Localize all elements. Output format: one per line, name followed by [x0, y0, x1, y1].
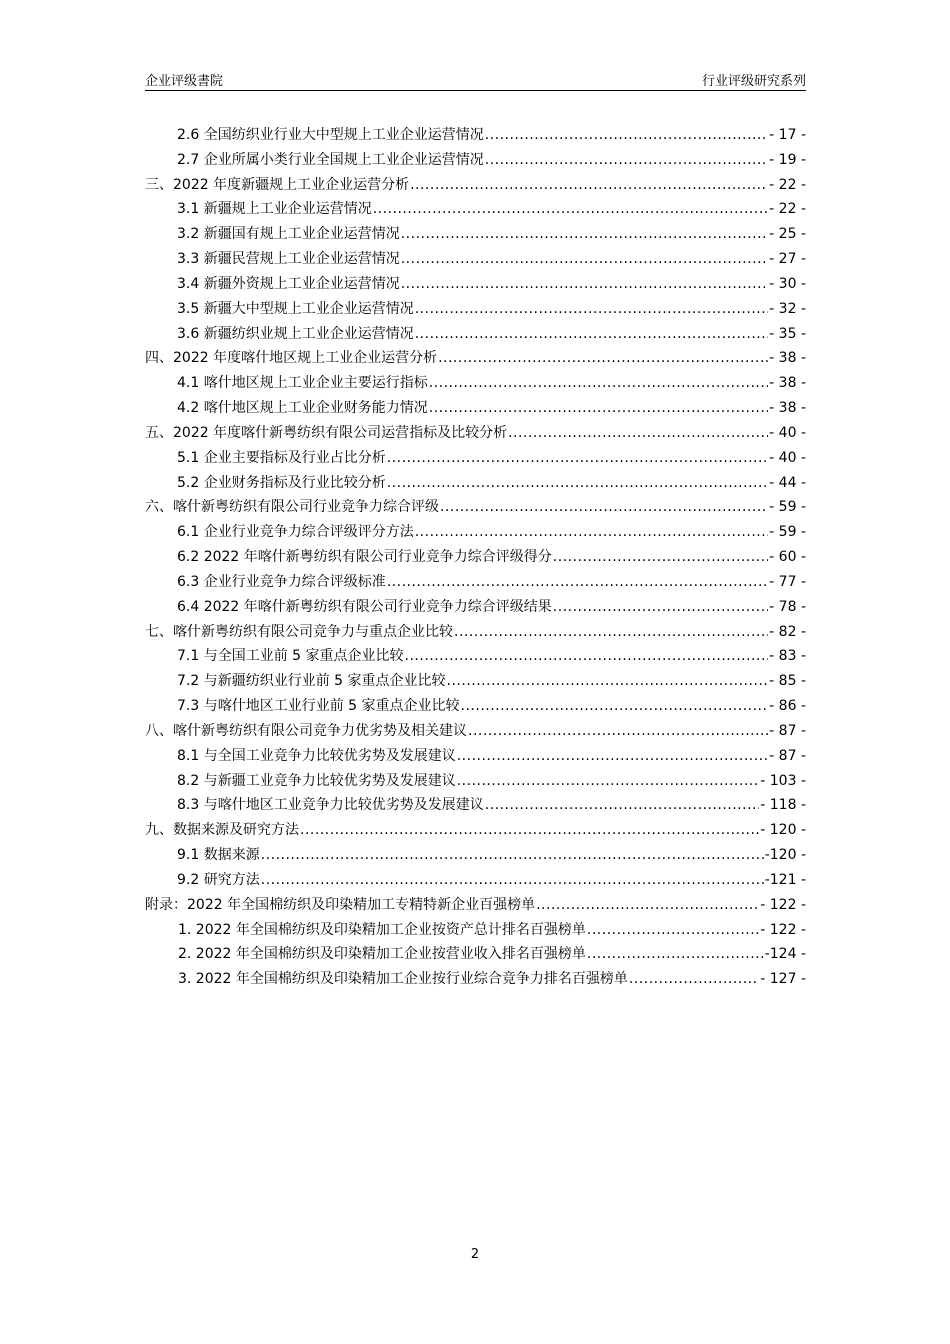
- toc-entry[interactable]: [145, 844, 806, 869]
- toc-entry[interactable]: [145, 968, 806, 993]
- toc-entry-title: 6.1 企业行业竞争力综合评级评分方法: [177, 524, 414, 541]
- toc-leader: [401, 276, 768, 292]
- toc-entry-page: - 22 -: [769, 176, 806, 193]
- toc-leader: [508, 425, 768, 441]
- toc-entry[interactable]: [145, 472, 806, 497]
- toc-leader: [468, 723, 768, 739]
- toc-entry-page: - 59 -: [769, 524, 806, 541]
- toc-entry-title: 4.2 喀什地区规上工业企业财务能力情况: [177, 400, 428, 417]
- toc-entry-title: 三、2022 年度新疆规上工业企业运营分析: [145, 176, 410, 193]
- toc-leader: [485, 152, 768, 168]
- toc-leader: [261, 872, 764, 888]
- toc-leader: [415, 326, 768, 342]
- toc-entry-page: - 77 -: [769, 573, 806, 590]
- toc-entry-title: 8.3 与喀什地区工业竞争力比较优劣势及发展建议: [177, 797, 484, 814]
- toc-entry[interactable]: [145, 298, 806, 323]
- toc-entry[interactable]: [145, 794, 806, 819]
- toc-entry-title: 2.7 企业所属小类行业全国规上工业企业运营情况: [177, 151, 484, 168]
- toc-entry-title: 3.6 新疆纺织业规上工业企业运营情况: [177, 325, 414, 342]
- toc-leader: [536, 897, 759, 913]
- toc-entry-title: 2. 2022 年全国棉纺织及印染精加工企业按营业收入排名百强榜单: [178, 946, 586, 963]
- toc-leader: [457, 748, 768, 764]
- toc-entry-page: - 40 -: [769, 424, 806, 441]
- toc-entry-page: - 122 -: [760, 921, 806, 938]
- toc-entry[interactable]: [145, 397, 806, 422]
- toc-entry-page: -120 -: [764, 847, 806, 864]
- toc-entry[interactable]: [145, 198, 806, 223]
- toc-entry-page: - 35 -: [769, 325, 806, 342]
- toc-leader: [387, 450, 768, 466]
- toc-leader: [410, 177, 768, 193]
- toc-entry-title: 7.3 与喀什地区工业行业前 5 家重点企业比较: [177, 698, 460, 715]
- toc-entry[interactable]: [145, 894, 806, 919]
- toc-entry[interactable]: [145, 645, 806, 670]
- toc-leader: [587, 922, 759, 938]
- toc-entry-title: 2.6 全国纺织业行业大中型规上工业企业运营情况: [177, 127, 484, 143]
- toc-entry-title: 八、喀什新粤纺织有限公司竞争力优劣势及相关建议: [145, 722, 467, 739]
- toc-leader: [405, 648, 769, 664]
- toc-entry[interactable]: [145, 521, 806, 546]
- toc-entry-title: 3.4 新疆外资规上工业企业运营情况: [177, 275, 400, 292]
- toc-entry[interactable]: [145, 496, 806, 521]
- toc-entry-page: - 32 -: [769, 300, 806, 317]
- toc-entry-title: 8.1 与全国工业竞争力比较优劣势及发展建议: [177, 747, 456, 764]
- page-header: [145, 68, 806, 91]
- toc-entry-title: 3.5 新疆大中型规上工业企业运营情况: [177, 300, 414, 317]
- toc-entry[interactable]: [145, 919, 806, 944]
- toc-entry-page: - 60 -: [769, 549, 806, 566]
- toc-leader: [438, 350, 768, 366]
- toc-entry-page: - 59 -: [769, 499, 806, 516]
- toc-entry-page: - 86 -: [769, 698, 806, 715]
- toc-entry[interactable]: [145, 546, 806, 571]
- toc-entry[interactable]: [145, 720, 806, 745]
- toc-entry[interactable]: [145, 770, 806, 795]
- page-number: 2: [470, 1247, 480, 1262]
- toc-leader: [415, 301, 768, 317]
- toc-leader: [401, 251, 768, 267]
- table-of-contents: [145, 124, 806, 993]
- toc-entry[interactable]: [145, 223, 806, 248]
- toc-entry-page: -124 -: [764, 946, 806, 963]
- toc-entry[interactable]: [145, 869, 806, 894]
- toc-entry-title: 9.2 研究方法: [177, 871, 260, 888]
- toc-entry-page: - 27 -: [769, 251, 806, 268]
- toc-entry-title: 附录：2022 年全国棉纺织及印染精加工专精特新企业百强榜单: [145, 896, 536, 913]
- toc-leader: [587, 946, 764, 962]
- toc-entry-page: - 122 -: [760, 896, 806, 913]
- toc-entry-title: 9.1 数据来源: [177, 847, 260, 864]
- toc-entry-page: - 38 -: [769, 400, 806, 417]
- toc-entry-title: 7.2 与新疆纺织业行业前 5 家重点企业比较: [177, 673, 446, 690]
- toc-leader: [401, 226, 768, 242]
- toc-entry-title: 七、喀什新粤纺织有限公司竞争力与重点企业比较: [145, 623, 453, 640]
- toc-leader: [429, 375, 768, 391]
- toc-entry-page: - 17 -: [769, 127, 806, 143]
- toc-entry[interactable]: [145, 323, 806, 348]
- toc-entry[interactable]: [145, 248, 806, 273]
- toc-leader: [629, 971, 759, 987]
- toc-entry[interactable]: [145, 621, 806, 646]
- toc-leader: [447, 673, 769, 689]
- toc-entry-title: 8.2 与新疆工业竞争力比较优劣势及发展建议: [177, 772, 456, 789]
- toc-entry-title: 6.2 2022 年喀什新粤纺织有限公司行业竞争力综合评级得分: [177, 549, 552, 566]
- toc-entry[interactable]: [145, 670, 806, 695]
- toc-entry[interactable]: [145, 372, 806, 397]
- toc-entry[interactable]: [145, 124, 806, 149]
- toc-leader: [387, 574, 768, 590]
- toc-leader: [553, 599, 768, 615]
- toc-leader: [454, 624, 768, 640]
- header-right-text: 行业评级研究系列: [701, 74, 806, 89]
- toc-entry[interactable]: [145, 273, 806, 298]
- toc-entry-page: - 118 -: [760, 797, 806, 814]
- toc-entry-page: - 38 -: [769, 375, 806, 392]
- toc-entry-page: - 38 -: [769, 350, 806, 367]
- toc-entry-title: 5.1 企业主要指标及行业占比分析: [177, 449, 386, 466]
- toc-leader: [387, 475, 768, 491]
- toc-entry-title: 3.3 新疆民营规上工业企业运营情况: [177, 251, 400, 268]
- toc-entry-page: - 78 -: [769, 598, 806, 615]
- toc-entry-title: 3. 2022 年全国棉纺织及印染精加工企业按行业综合竞争力排名百强榜单: [178, 971, 628, 988]
- toc-entry-page: - 19 -: [769, 151, 806, 168]
- toc-entry[interactable]: [145, 571, 806, 596]
- toc-entry-page: - 127 -: [760, 971, 806, 988]
- toc-entry-title: 五、2022 年度喀什新粤纺织有限公司运营指标及比较分析: [145, 424, 508, 441]
- toc-entry-page: - 44 -: [769, 474, 806, 491]
- toc-leader: [261, 847, 764, 863]
- toc-entry-page: - 82 -: [769, 623, 806, 640]
- toc-entry-page: - 25 -: [769, 226, 806, 243]
- toc-leader: [440, 499, 768, 515]
- toc-entry-page: - 40 -: [769, 449, 806, 466]
- header-left-text: 企业评级書院: [145, 74, 224, 89]
- toc-entry-page: - 85 -: [769, 673, 806, 690]
- toc-entry-title: 六、喀什新粤纺织有限公司行业竞争力综合评级: [145, 499, 439, 516]
- toc-entry-page: - 87 -: [769, 722, 806, 739]
- toc-entry[interactable]: [145, 596, 806, 621]
- toc-leader: [461, 698, 769, 714]
- toc-entry[interactable]: [145, 422, 806, 447]
- toc-entry-page: - 30 -: [769, 275, 806, 292]
- toc-entry-title: 1. 2022 年全国棉纺织及印染精加工企业按资产总计排名百强榜单: [178, 921, 586, 938]
- toc-entry-title: 6.3 企业行业竞争力综合评级标准: [177, 573, 386, 590]
- toc-leader: [300, 822, 759, 838]
- toc-entry-page: - 22 -: [769, 201, 806, 218]
- toc-entry[interactable]: [145, 819, 806, 844]
- toc-entry[interactable]: [145, 745, 806, 770]
- toc-entry-page: - 87 -: [769, 747, 806, 764]
- toc-entry-title: 7.1 与全国工业前 5 家重点企业比较: [177, 648, 404, 665]
- toc-leader: [485, 797, 760, 813]
- toc-entry[interactable]: [145, 174, 806, 199]
- toc-entry-title: 九、数据来源及研究方法: [145, 822, 299, 839]
- toc-entry-page: - 120 -: [760, 822, 806, 839]
- toc-entry-title: 6.4 2022 年喀什新粤纺织有限公司行业竞争力综合评级结果: [177, 598, 552, 615]
- toc-leader: [457, 773, 760, 789]
- toc-entry[interactable]: [145, 347, 806, 372]
- toc-entry-page: -121 -: [764, 871, 806, 888]
- toc-leader: [415, 524, 768, 540]
- toc-entry[interactable]: [145, 943, 806, 968]
- toc-leader: [485, 127, 768, 143]
- toc-entry-title: 3.2 新疆国有规上工业企业运营情况: [177, 226, 400, 243]
- toc-entry-title: 4.1 喀什地区规上工业企业主要运行指标: [177, 375, 428, 392]
- toc-leader: [373, 201, 768, 217]
- toc-entry-title: 3.1 新疆规上工业企业运营情况: [177, 201, 372, 218]
- toc-entry-page: - 103 -: [760, 772, 806, 789]
- toc-entry[interactable]: [145, 447, 806, 472]
- toc-entry-title: 四、2022 年度喀什地区规上工业企业运营分析: [145, 350, 438, 367]
- toc-leader: [429, 400, 768, 416]
- toc-entry[interactable]: [145, 149, 806, 174]
- toc-leader: [553, 549, 768, 565]
- toc-entry-page: - 83 -: [769, 648, 806, 665]
- toc-entry[interactable]: [145, 695, 806, 720]
- toc-entry-title: 5.2 企业财务指标及行业比较分析: [177, 474, 386, 491]
